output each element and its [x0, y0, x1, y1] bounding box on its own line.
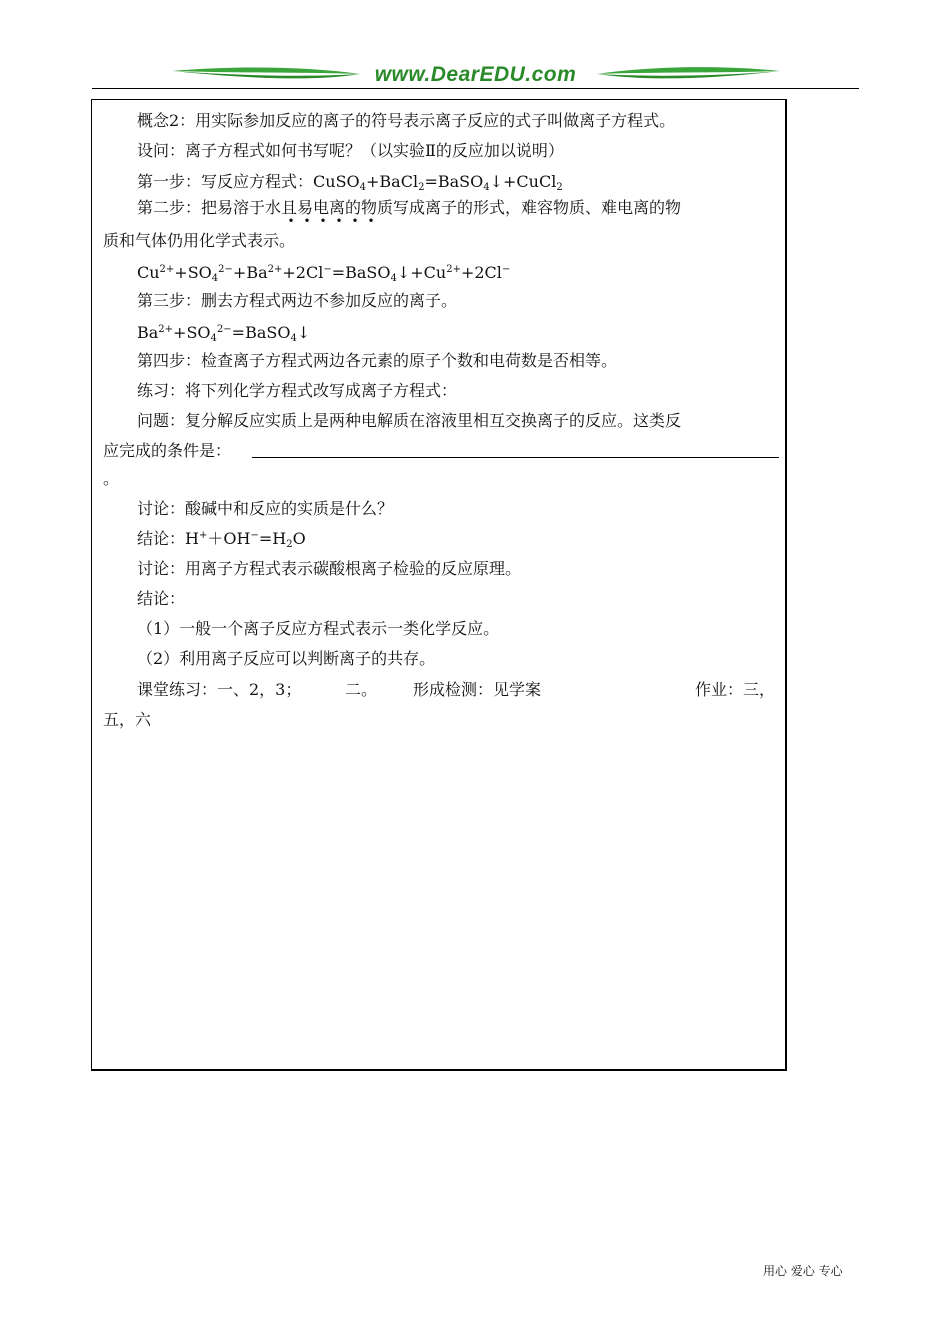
step-4: 第四步：检查离子方程式两边各元素的原子个数和电荷数是否相等。 [137, 351, 618, 370]
homework-continued: 五，六 [103, 710, 152, 729]
ionic-equation-full: $Cu^{2+}+SO_4^{2-}+Ba^{2+}+2Cl^-=BaSO_4↓+Cu^{2+}+2Cl^-$ [137, 263, 511, 284]
footer-motto: 用心 爱心 专心 [763, 1264, 843, 1278]
discussion-1: 讨论：酸碱中和反应的实质是什么？ [137, 499, 394, 518]
problem-line-1: 问题：复分解反应实质上是两种电解质在溶液里相互交换离子的反应。这类反 [137, 411, 682, 430]
point-1: （1）一般一个离子反应方程式表示一类化学反应。 [137, 619, 500, 638]
discussion-2: 讨论：用离子方程式表示碳酸根离子检验的反应原理。 [137, 559, 522, 578]
step-2-line-1: 第二步：把易溶于水且易电离的物质写成离子的形式，难容物质、难电离的物 [137, 198, 682, 217]
step-2-line-2: 质和气体仍用化学式表示。 [103, 231, 296, 250]
emphasis-dots: • • • • • • [287, 214, 375, 228]
conclusion-1 [137, 528, 306, 550]
point-2: （2）利用离子反应可以判断离子的共存。 [137, 649, 436, 668]
step-1-label: 第一步：写反应方程式： [137, 172, 314, 191]
step-3: 第三步：删去方程式两边不参加反应的离子。 [137, 291, 458, 310]
class-practice-two: 二。 [345, 680, 378, 699]
problem-line-2: 应完成的条件是： [103, 441, 232, 460]
site-logo-text: www.DearEDU.com [374, 63, 577, 86]
step-1-equation: CuSO$_4$+BaCl$_2$=BaSO$_4$↓+CuCl$_2$ [313, 172, 563, 193]
header-rule [92, 88, 859, 89]
conclusion-1-equation: $H^++OH^-=H_2O$ [185, 529, 306, 550]
class-practice: 课堂练习：一、2，3； [137, 680, 302, 699]
concept-2: 概念2：用实际参加反应的离子的符号表示离子反应的式子叫做离子方程式。 [137, 111, 676, 130]
conclusion-1-label: 结论： [137, 529, 186, 548]
period-mark: 。 [103, 469, 120, 488]
question-text: 设问：离子方程式如何书写呢？（以实验Ⅱ的反应加以说明） [137, 141, 564, 160]
formation-check: 形成检测：见学案 [413, 680, 542, 699]
conclusion-2: 结论： [137, 589, 186, 608]
homework: 作业：三， [695, 680, 776, 699]
practice-text: 练习：将下列化学方程式改写成离子方程式： [137, 381, 458, 400]
ionic-equation-net: $Ba^{2+}+SO_4^{2-}=BaSO_4↓$ [137, 323, 311, 344]
step-1 [137, 171, 563, 193]
answer-blank-line [252, 457, 779, 458]
